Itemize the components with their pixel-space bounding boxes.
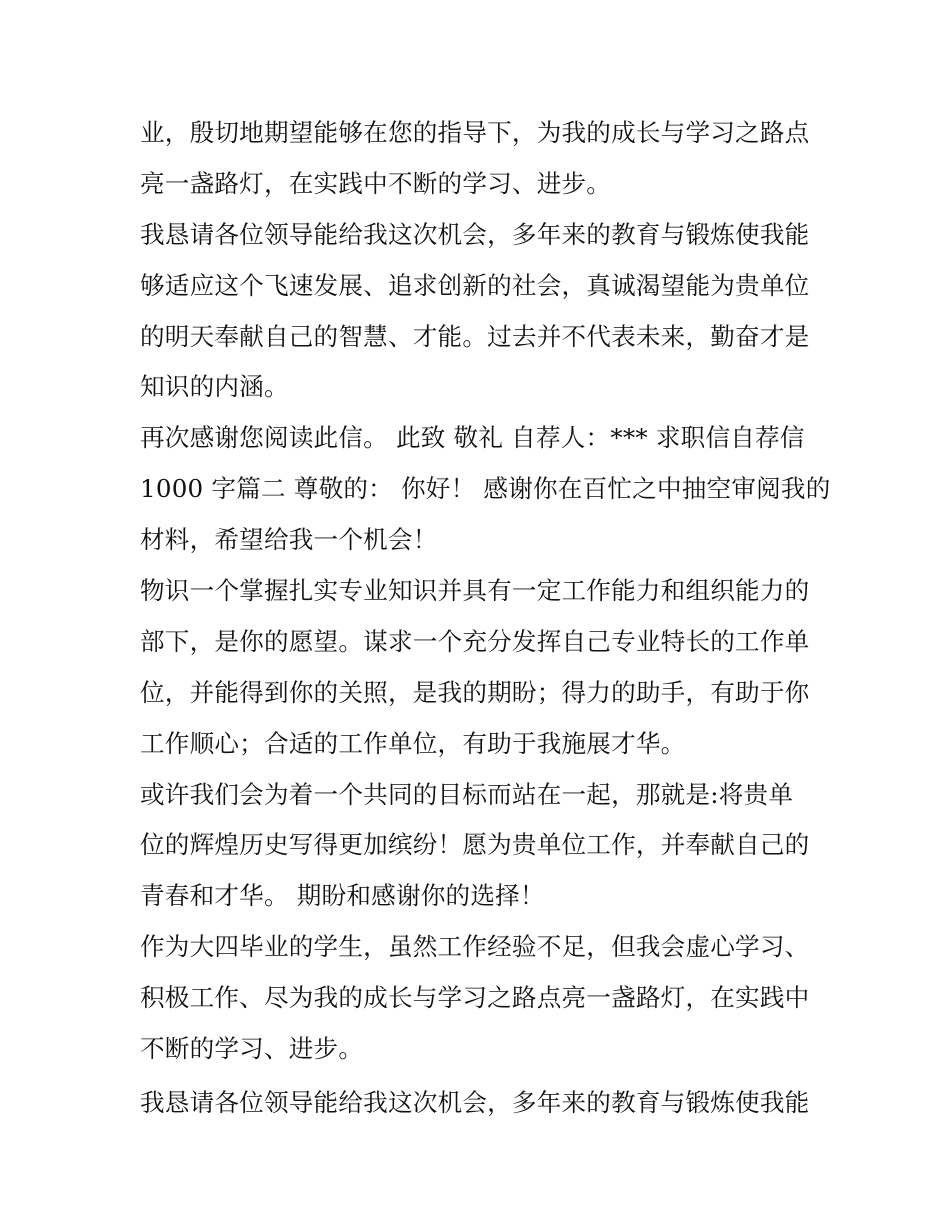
text-line: 青春和才华。 期盼和感谢你的选择！ (140, 881, 545, 911)
text-line: 部下，是你的愿望。谋求一个充分发挥自己专业特长的工作单 (140, 626, 810, 656)
text-line: 知识的内涵。 (140, 372, 289, 402)
text-line: 位的辉煌历史写得更加缤纷！愿为贵单位工作，并奉献自己的 (140, 830, 810, 860)
text-line: 1000 字篇二 尊敬的： 你好！ 感谢你在百忙之中抽空审阅我的 (140, 474, 831, 504)
text-line: 物识一个掌握扎实专业知识并具有一定工作能力和组织能力的 (140, 576, 810, 606)
text-line: 不断的学习、进步。 (140, 1034, 364, 1064)
text-line: 工作顺心；合适的工作单位，有助于我施展才华。 (140, 728, 686, 758)
text-line: 亮一盏路灯，在实践中不断的学习、进步。 (140, 168, 612, 198)
text-line: 作为大四毕业的学生，虽然工作经验不足，但我会虚心学习、 (140, 932, 810, 962)
text-line: 积极工作、尽为我的成长与学习之路点亮一盏路灯，在实践中 (140, 983, 810, 1013)
text-line: 或许我们会为着一个共同的目标而站在一起，那就是:将贵单 (140, 779, 794, 809)
text-line: 我恳请各位领导能给我这次机会，多年来的教育与锻炼使我能 (140, 1087, 810, 1117)
text-line: 的明天奉献自己的智慧、才能。过去并不代表未来，勤奋才是 (140, 321, 810, 351)
text-line: 再次感谢您阅读此信。 此致 敬礼 自荐人：*** 求职信自荐信 (140, 423, 805, 453)
text-line: 我恳请各位领导能给我这次机会，多年来的教育与锻炼使我能 (140, 219, 810, 249)
text-line: 材料，希望给我一个机会！ (140, 525, 438, 555)
letter-body (140, 108, 831, 1129)
text-line: 业，殷切地期望能够在您的指导下，为我的成长与学习之路点 (140, 118, 810, 147)
text-line: 够适应这个飞速发展、追求创新的社会，真诚渴望能为贵单位 (140, 270, 810, 300)
text-line: 位，并能得到你的关照，是我的期盼；得力的助手，有助于你 (140, 677, 810, 707)
